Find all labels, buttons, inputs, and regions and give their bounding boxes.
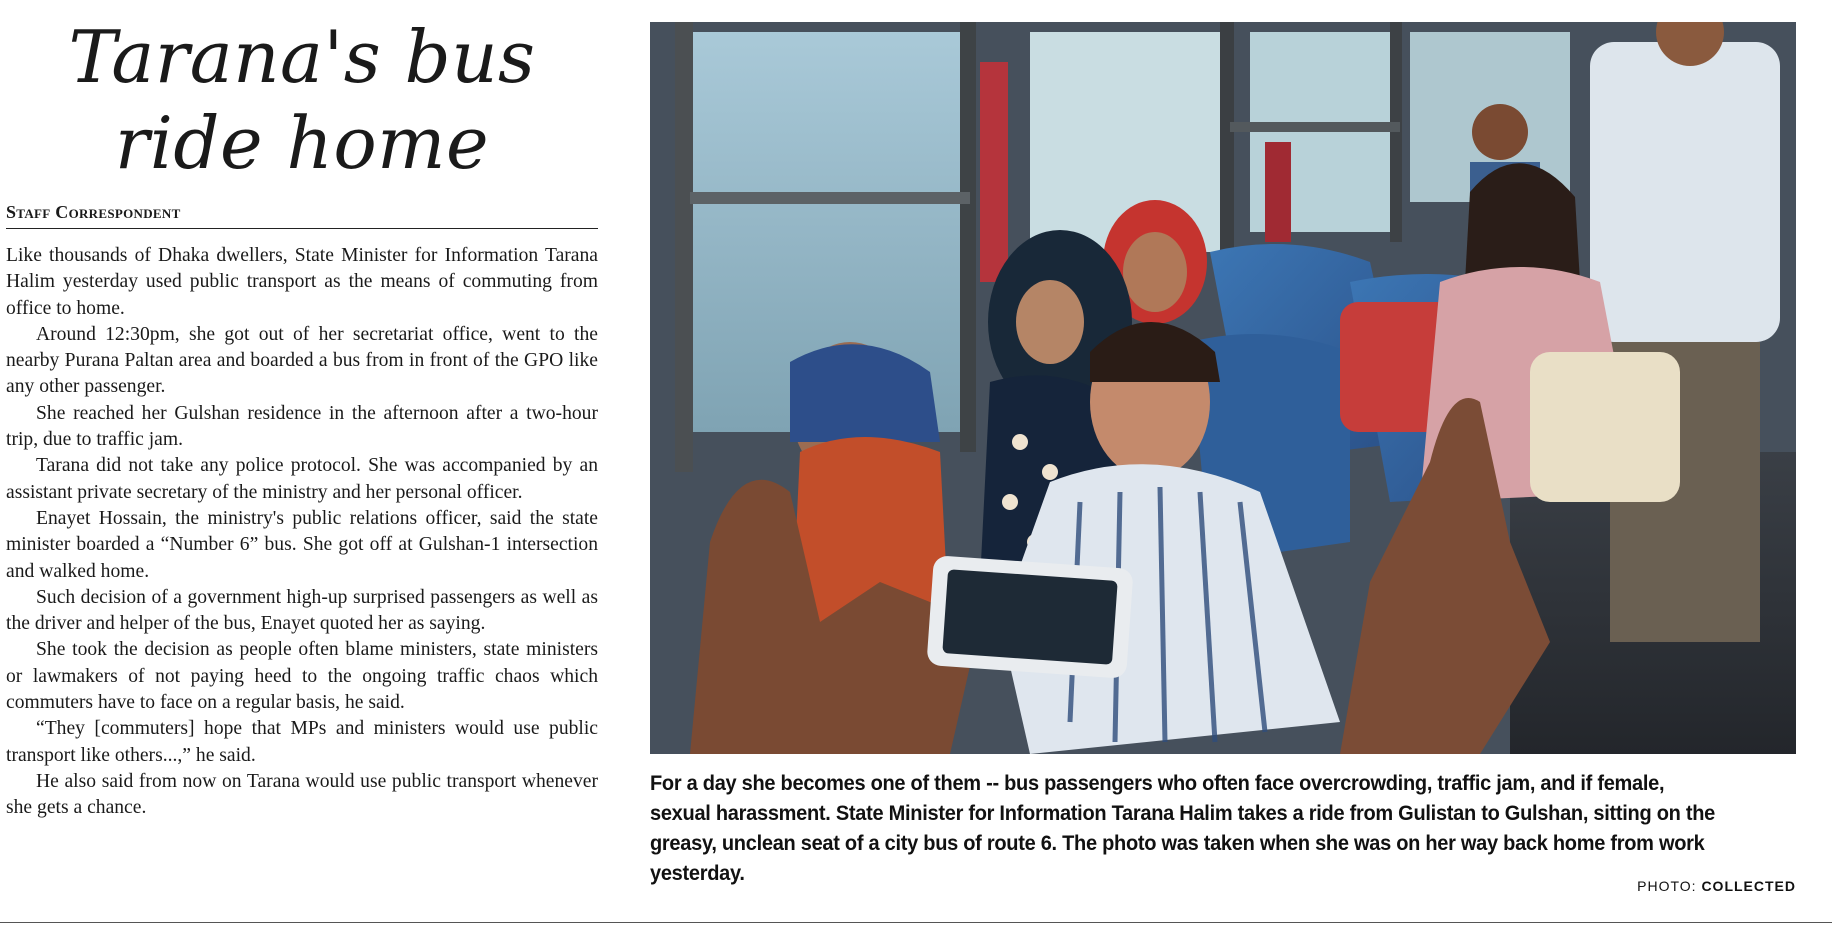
paragraph-3: She reached her Gulshan residence in the afternoon after a two-hour trip, due to traffic jam. — [6, 402, 598, 451]
photo-caption: For a day she becomes one of them -- bus passengers who often face overcrowding, traffic jam, and if female, sexual harassment. State Minister for Information Tarana Halim takes a ride from Gulistan to Gulshan, sitting on the greasy, unclean seat of a city bus of route 6. The photo was taken when she was on her way back home from work yesterday. — [650, 771, 1716, 885]
headline-line-1: Tarana's bus — [68, 15, 536, 99]
headline — [6, 14, 598, 186]
paragraph-7: She took the decision as people often blame ministers, state ministers or lawmakers of not paying heed to the ongoing traffic chaos which commuters have to face on a regular basis, he said. — [6, 639, 598, 714]
paragraph-1: Like thousands of Dhaka dwellers, State Minister for Information Tarana Halim yesterday used public transport as the means of commuting from office to home. — [6, 245, 598, 319]
photo-credit-prefix: PHOTO: — [1637, 878, 1697, 894]
paragraph-9: He also said from now on Tarana would use public transport whenever she gets a chance. — [6, 770, 598, 819]
photo-credit-source: COLLECTED — [1701, 878, 1796, 894]
paragraph-8: “They [commuters] hope that MPs and ministers would use public transport like others...,” he said. — [6, 718, 598, 766]
paragraph-5: Enayet Hossain, the ministry's public relations officer, said the state minister boarded a “Number 6” bus. She got off at Gulshan-1 intersection and walked home. — [6, 507, 598, 582]
article-text-column — [6, 14, 598, 914]
bus-photo-illustration — [650, 22, 1796, 754]
paragraph-6: Such decision of a government high-up surprised passengers as well as the driver and helper of the bus, Enayet quoted her as saying. — [6, 586, 598, 635]
article-body — [6, 243, 598, 822]
paragraph-2: Around 12:30pm, she got out of her secretariat office, went to the nearby Purana Paltan area and boarded a bus from in front of the GPO like any other passenger. — [6, 323, 598, 398]
bus-photo — [650, 22, 1796, 754]
byline: Staff Correspondent — [6, 202, 598, 229]
photo-credit — [1637, 878, 1796, 894]
headline-line-2: ride home — [114, 101, 490, 185]
paragraph-4: Tarana did not take any police protocol. She was accompanied by an assistant private secretary of the ministry and her personal officer. — [6, 455, 598, 503]
bottom-divider — [0, 922, 1832, 923]
